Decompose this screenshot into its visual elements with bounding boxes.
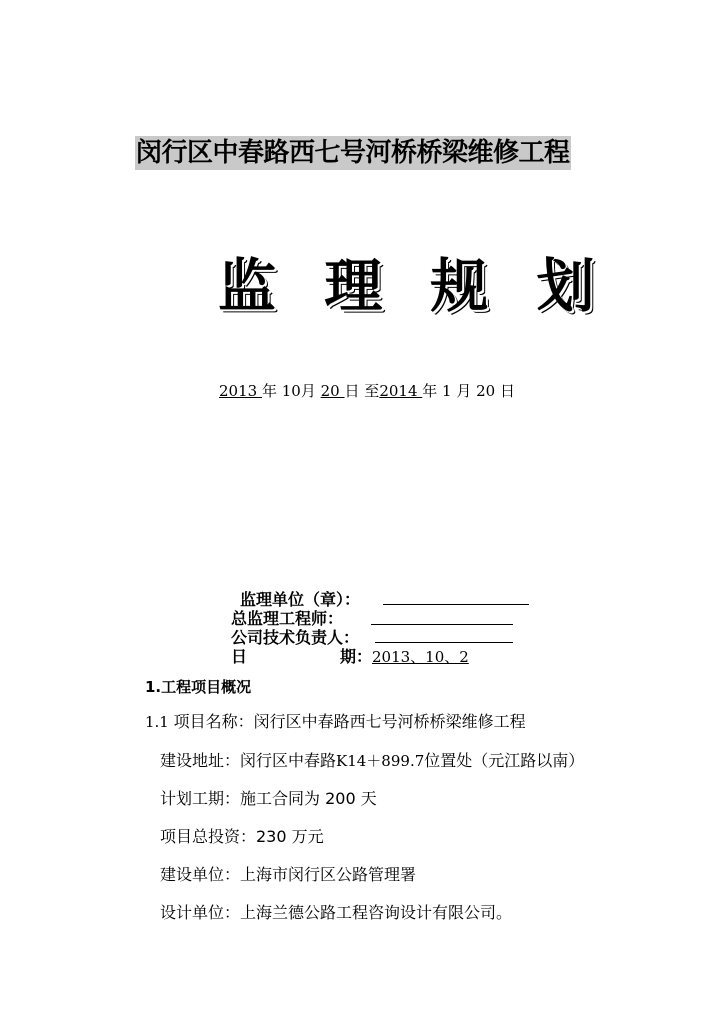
to-char: 至 [364, 382, 380, 400]
item-text-num: K14＋899.7 [336, 752, 425, 770]
section-heading: 1.工程项目概况 [145, 678, 252, 696]
month-char: 月 [300, 382, 316, 400]
document-title: 监 理 规 划 [218, 252, 609, 320]
item-text-b: 位置处（元江路以南） [424, 751, 585, 770]
item-text-a: 建设地址：闵行区中春路 [160, 751, 337, 770]
item-project-name [145, 711, 526, 733]
date-value: 2013、10、2 [372, 648, 469, 666]
start-month: 10 [281, 382, 301, 400]
start-year: 2013 [219, 382, 262, 400]
date-label-a: 日 [231, 647, 248, 666]
supervision-unit-label: 监理单位（章）： [240, 590, 361, 609]
year-char: 年 [261, 382, 277, 400]
date-label-b: 期： [340, 647, 373, 666]
item-address [160, 750, 584, 772]
item-investment: 项目总投资：230 万元 [160, 827, 324, 846]
item-number: 1.1 [145, 713, 174, 731]
item-owner: 建设单位：上海市闵行区公路管理署 [160, 865, 417, 884]
supervision-period [219, 380, 515, 402]
item-schedule: 计划工期：施工合同为 200 天 [160, 789, 377, 808]
tech-lead-line [375, 642, 513, 643]
project-title: 闵行区中春路西七号河桥桥梁维修工程 [136, 138, 570, 168]
end-year: 2014 [379, 382, 423, 400]
start-day: 20 [320, 382, 345, 400]
chief-engineer-line [371, 624, 513, 625]
chief-engineer-label: 总监理工程师： [231, 609, 344, 628]
supervision-unit-line [383, 604, 529, 605]
day-char: 日 [344, 382, 360, 400]
item-designer: 设计单位：上海兰德公路工程咨询设计有限公司。 [160, 903, 513, 922]
end-month-day: 年 1 月 20 日 [422, 382, 515, 400]
tech-lead-label: 公司技术负责人： [231, 628, 360, 647]
item-text: 项目名称：闵行区中春路西七号河桥桥梁维修工程 [173, 712, 526, 731]
